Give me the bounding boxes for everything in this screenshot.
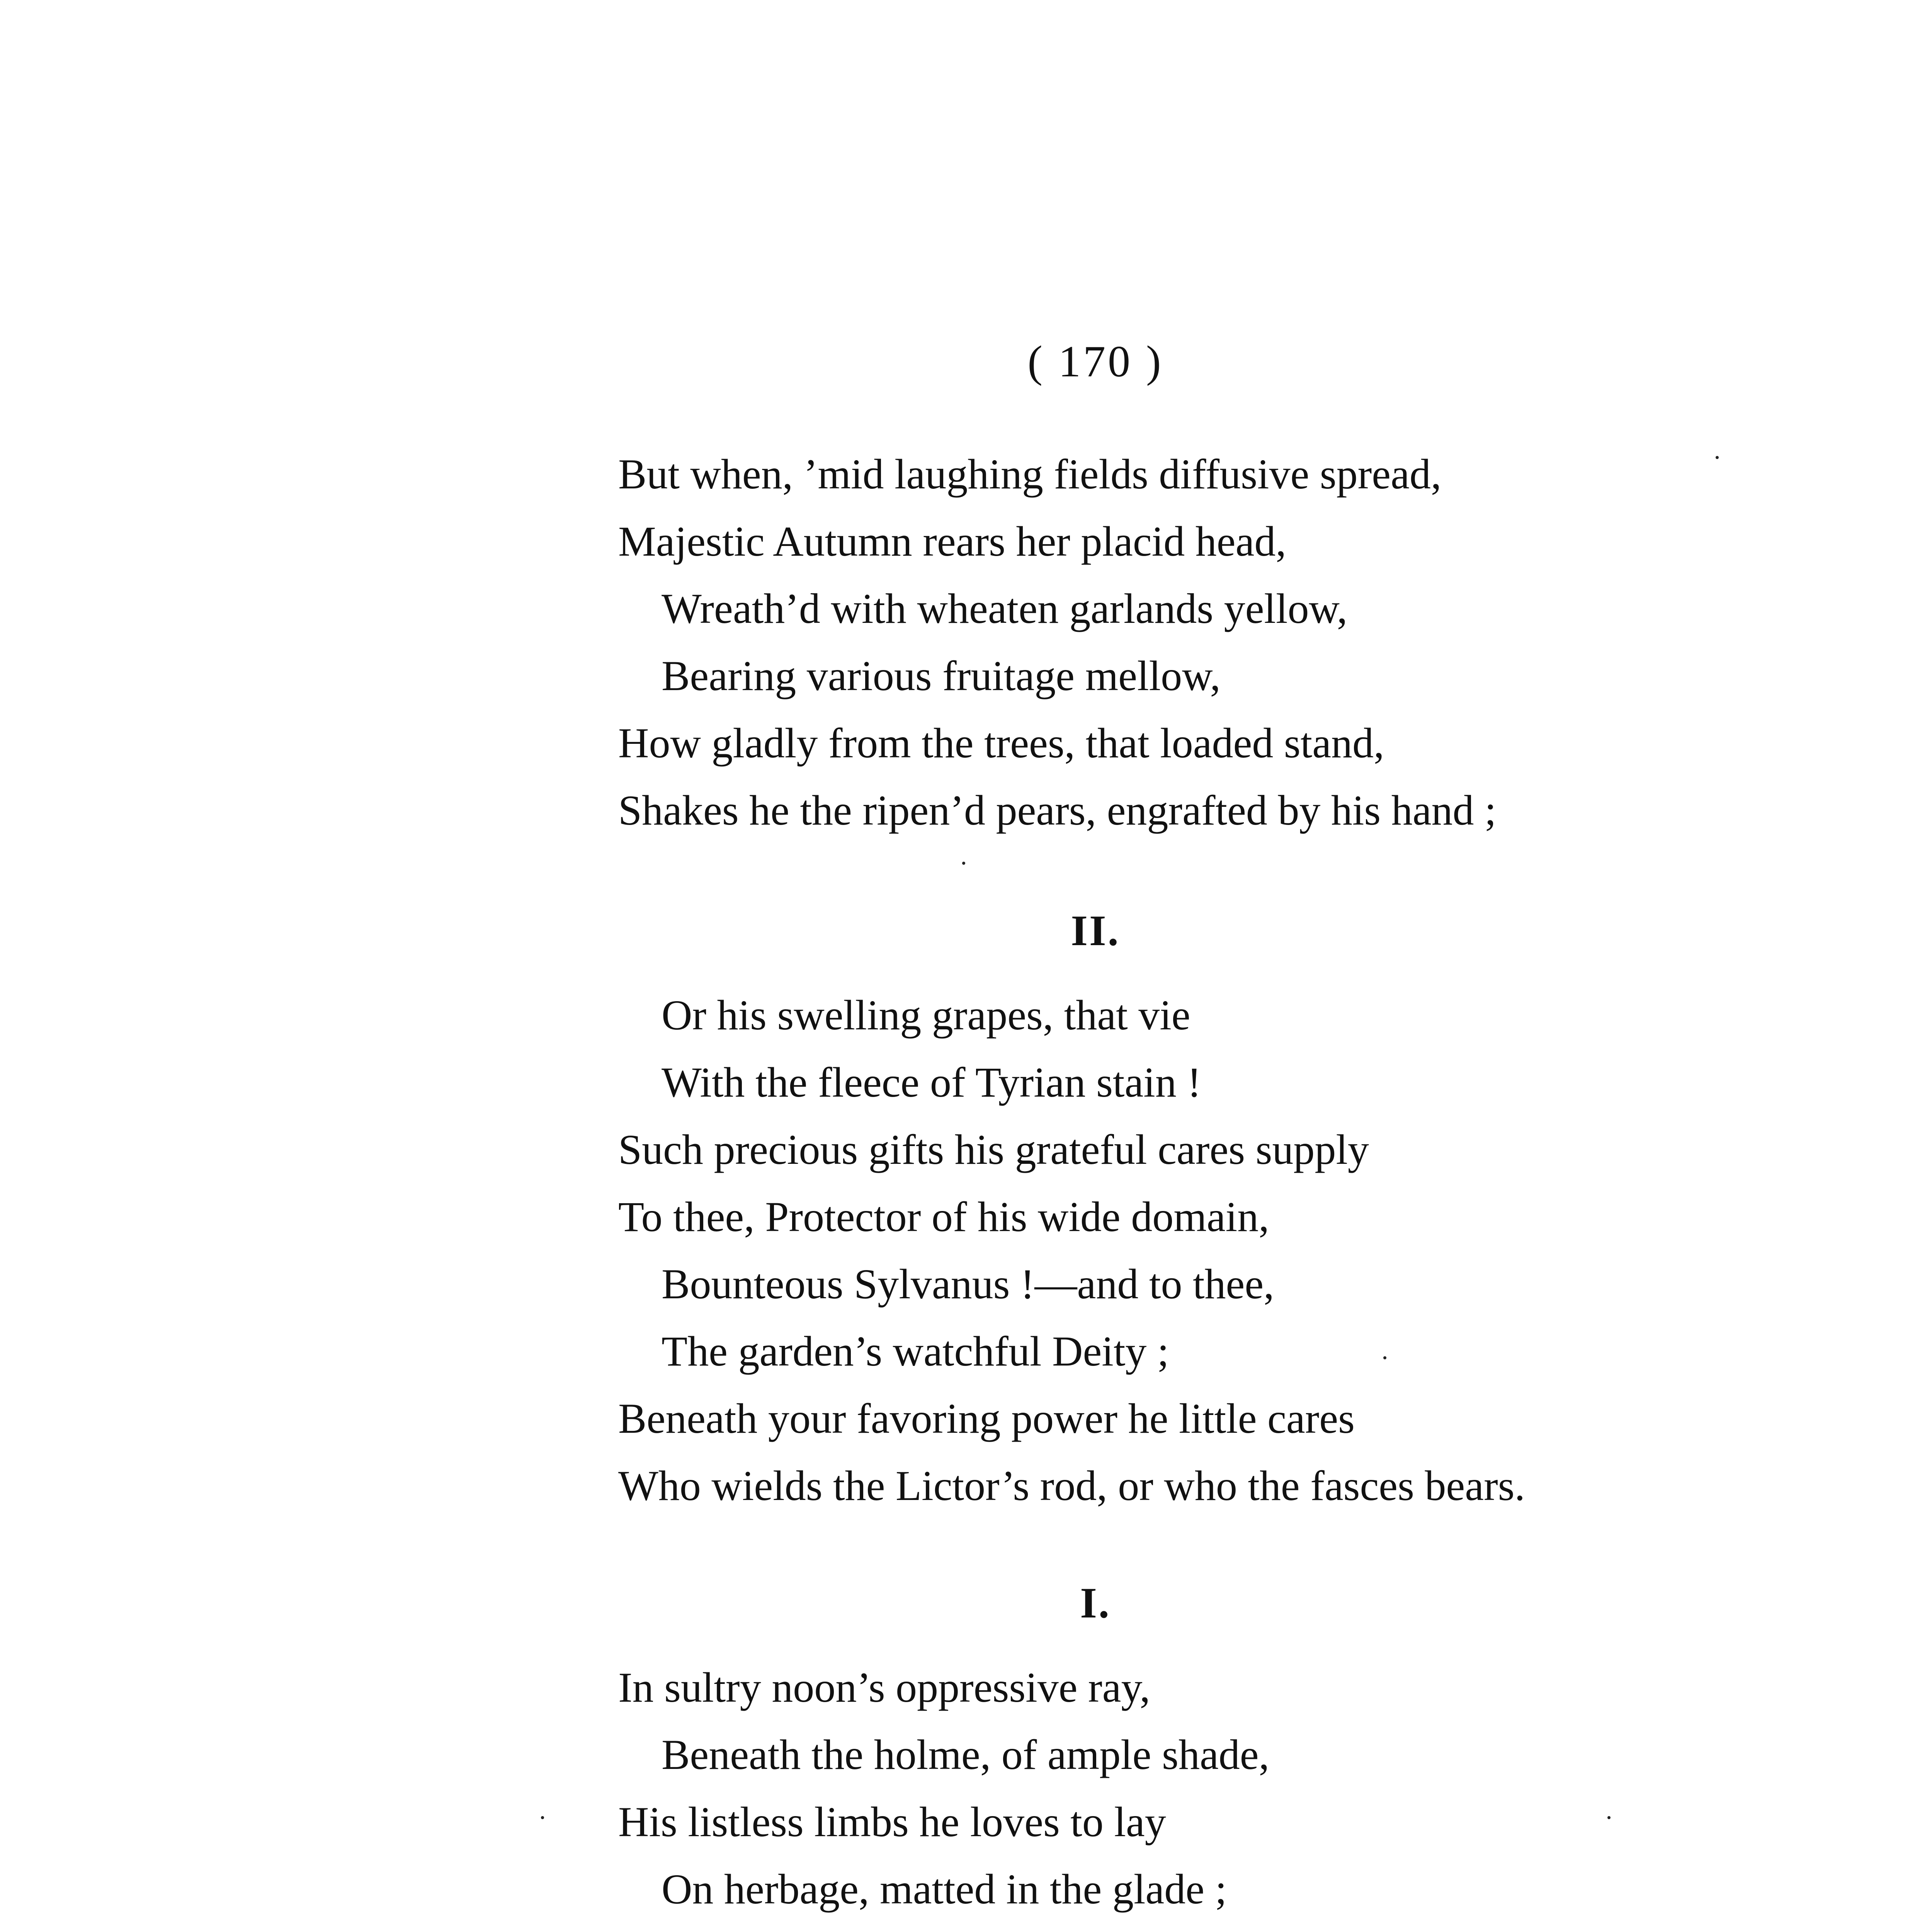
stanza-3	[618, 1654, 1855, 1932]
verse-line	[618, 1923, 1855, 1932]
stanza-2	[618, 981, 1855, 1519]
scan-speck	[541, 1816, 544, 1819]
verse-line: Shakes he the ripen’d pears, engrafted by his hand ;	[618, 787, 1497, 834]
verse-line: Or his swelling grapes, that vie	[662, 992, 1190, 1039]
verse-line: To thee, Protector of his wide domain,	[618, 1193, 1269, 1240]
stanza-1	[618, 440, 1855, 844]
verse-line: Beneath the holme, of ample shade,	[662, 1731, 1270, 1778]
verse-line: The garden’s watchful Deity ;	[662, 1328, 1169, 1375]
verse-line: Beneath your favoring power he little cares	[618, 1395, 1355, 1442]
verse-line: Who wields the Lictor’s rod, or who the fasces bears.	[618, 1462, 1526, 1509]
verse-line: Bearing various fruitage mellow,	[662, 652, 1221, 699]
verse-line: Such precious gifts his grateful cares supply	[618, 1126, 1369, 1173]
verse-line: On herbage, matted in the glade ;	[662, 1866, 1227, 1913]
verse-line: But when, ’mid laughing fields diffusive spread,	[618, 451, 1442, 498]
stanza-numeral-i: I.	[1080, 1579, 1111, 1627]
verse-line: With the fleece of Tyrian stain !	[662, 1059, 1201, 1106]
scan-speck	[1716, 456, 1719, 459]
scan-speck	[1383, 1356, 1386, 1359]
page-number: ( 170 )	[1027, 337, 1163, 386]
verse-line: His listless limbs he loves to lay	[618, 1798, 1166, 1845]
verse-line: Majestic Autumn rears her placid head,	[618, 518, 1286, 565]
verse-line: In sultry noon’s oppressive ray,	[618, 1664, 1150, 1711]
stanza-numeral-ii: II.	[1071, 907, 1120, 955]
verse-line: Wreath’d with wheaten garlands yellow,	[662, 585, 1348, 632]
scan-speck	[962, 862, 965, 865]
scan-speck	[1607, 1816, 1611, 1819]
verse-line: Bounteous Sylvanus !—and to thee,	[662, 1260, 1274, 1308]
verse-line: How gladly from the trees, that loaded stand,	[618, 719, 1384, 767]
